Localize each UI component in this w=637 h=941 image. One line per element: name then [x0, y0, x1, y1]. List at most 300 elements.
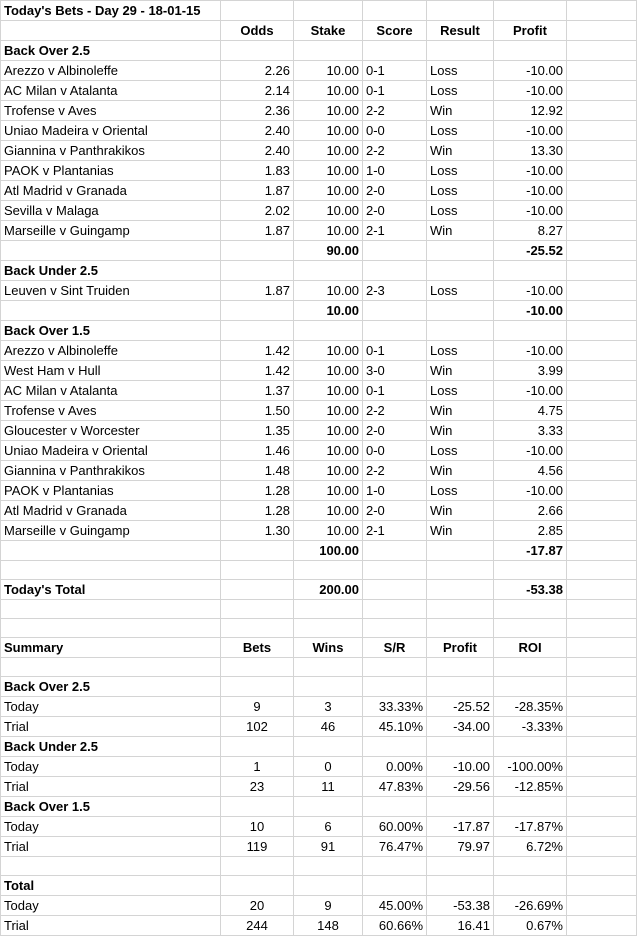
odds-value[interactable]: 2.36 — [221, 101, 294, 121]
result-value[interactable]: Loss — [427, 381, 494, 401]
stake-value[interactable]: 10.00 — [294, 381, 363, 401]
empty-cell[interactable] — [567, 857, 637, 876]
profit-value[interactable]: 3.33 — [494, 421, 567, 441]
empty-cell[interactable] — [567, 281, 637, 301]
total-profit[interactable]: -10.00 — [494, 301, 567, 321]
empty-cell[interactable] — [1, 561, 221, 580]
stake-value[interactable]: 10.00 — [294, 141, 363, 161]
empty-cell[interactable] — [494, 41, 567, 61]
empty-cell[interactable] — [494, 321, 567, 341]
stake-value[interactable]: 10.00 — [294, 181, 363, 201]
stake-value[interactable]: 10.00 — [294, 441, 363, 461]
summary-bets[interactable]: 20 — [221, 896, 294, 916]
empty-cell[interactable] — [567, 638, 637, 658]
summary-header-wins[interactable]: Wins — [294, 638, 363, 658]
summary-profit[interactable]: -53.38 — [427, 896, 494, 916]
empty-cell[interactable] — [567, 757, 637, 777]
result-value[interactable]: Loss — [427, 201, 494, 221]
empty-cell[interactable] — [294, 658, 363, 677]
stake-value[interactable]: 10.00 — [294, 481, 363, 501]
result-value[interactable]: Loss — [427, 181, 494, 201]
summary-profit[interactable]: -29.56 — [427, 777, 494, 797]
summary-period[interactable]: Trial — [1, 777, 221, 797]
empty-cell[interactable] — [363, 658, 427, 677]
summary-period[interactable]: Trial — [1, 916, 221, 936]
empty-cell[interactable] — [221, 261, 294, 281]
header-odds[interactable]: Odds — [221, 21, 294, 41]
empty-cell[interactable] — [567, 421, 637, 441]
total-profit[interactable]: -25.52 — [494, 241, 567, 261]
empty-cell[interactable] — [363, 619, 427, 638]
empty-cell[interactable] — [363, 876, 427, 896]
empty-cell[interactable] — [494, 797, 567, 817]
empty-cell[interactable] — [363, 241, 427, 261]
empty-cell[interactable] — [494, 619, 567, 638]
match-name[interactable]: Uniao Madeira v Oriental — [1, 121, 221, 141]
empty-cell[interactable] — [294, 797, 363, 817]
empty-cell[interactable] — [567, 41, 637, 61]
summary-sr[interactable]: 45.00% — [363, 896, 427, 916]
total-stake[interactable]: 100.00 — [294, 541, 363, 561]
empty-cell[interactable] — [567, 21, 637, 41]
empty-cell[interactable] — [567, 381, 637, 401]
match-name[interactable]: AC Milan v Atalanta — [1, 381, 221, 401]
empty-cell[interactable] — [221, 541, 294, 561]
score-value[interactable]: 2-2 — [363, 141, 427, 161]
empty-cell[interactable] — [427, 261, 494, 281]
empty-cell[interactable] — [427, 600, 494, 619]
stake-value[interactable]: 10.00 — [294, 361, 363, 381]
empty-cell[interactable] — [427, 241, 494, 261]
empty-cell[interactable] — [294, 619, 363, 638]
header-result[interactable]: Result — [427, 21, 494, 41]
summary-bets[interactable]: 23 — [221, 777, 294, 797]
summary-group-heading[interactable]: Back Over 1.5 — [1, 797, 221, 817]
odds-value[interactable]: 1.50 — [221, 401, 294, 421]
stake-value[interactable]: 10.00 — [294, 281, 363, 301]
empty-cell[interactable] — [494, 561, 567, 580]
summary-period[interactable]: Today — [1, 896, 221, 916]
result-value[interactable]: Win — [427, 521, 494, 541]
score-value[interactable]: 0-1 — [363, 341, 427, 361]
profit-value[interactable]: 3.99 — [494, 361, 567, 381]
match-name[interactable]: Trofense v Aves — [1, 401, 221, 421]
summary-group-heading[interactable]: Total — [1, 876, 221, 896]
todays-total-label[interactable]: Today's Total — [1, 580, 221, 600]
result-value[interactable]: Win — [427, 141, 494, 161]
profit-value[interactable]: -10.00 — [494, 441, 567, 461]
empty-cell[interactable] — [294, 677, 363, 697]
score-value[interactable]: 0-1 — [363, 61, 427, 81]
empty-cell[interactable] — [1, 541, 221, 561]
summary-bets[interactable]: 244 — [221, 916, 294, 936]
result-value[interactable]: Loss — [427, 161, 494, 181]
empty-cell[interactable] — [294, 561, 363, 580]
empty-cell[interactable] — [567, 521, 637, 541]
odds-value[interactable]: 1.48 — [221, 461, 294, 481]
empty-cell[interactable] — [427, 876, 494, 896]
summary-period[interactable]: Today — [1, 697, 221, 717]
empty-cell[interactable] — [494, 857, 567, 876]
empty-cell[interactable] — [567, 441, 637, 461]
profit-value[interactable]: -10.00 — [494, 281, 567, 301]
section-heading[interactable]: Back Over 2.5 — [1, 41, 221, 61]
odds-value[interactable]: 1.42 — [221, 341, 294, 361]
summary-profit[interactable]: 16.41 — [427, 916, 494, 936]
empty-cell[interactable] — [294, 737, 363, 757]
summary-bets[interactable]: 102 — [221, 717, 294, 737]
empty-cell[interactable] — [221, 737, 294, 757]
empty-cell[interactable] — [427, 797, 494, 817]
total-stake[interactable]: 90.00 — [294, 241, 363, 261]
empty-cell[interactable] — [427, 737, 494, 757]
profit-value[interactable]: -10.00 — [494, 181, 567, 201]
empty-cell[interactable] — [494, 1, 567, 21]
empty-cell[interactable] — [221, 41, 294, 61]
stake-value[interactable]: 10.00 — [294, 421, 363, 441]
summary-profit[interactable]: 79.97 — [427, 837, 494, 857]
score-value[interactable]: 2-2 — [363, 101, 427, 121]
summary-wins[interactable]: 0 — [294, 757, 363, 777]
profit-value[interactable]: -10.00 — [494, 121, 567, 141]
match-name[interactable]: Marseille v Guingamp — [1, 221, 221, 241]
match-name[interactable]: Giannina v Panthrakikos — [1, 461, 221, 481]
match-name[interactable]: Giannina v Panthrakikos — [1, 141, 221, 161]
profit-value[interactable]: 4.75 — [494, 401, 567, 421]
stake-value[interactable]: 10.00 — [294, 161, 363, 181]
profit-value[interactable]: -10.00 — [494, 201, 567, 221]
result-value[interactable]: Loss — [427, 341, 494, 361]
odds-value[interactable]: 1.30 — [221, 521, 294, 541]
empty-cell[interactable] — [567, 837, 637, 857]
profit-value[interactable]: 8.27 — [494, 221, 567, 241]
empty-cell[interactable] — [1, 241, 221, 261]
empty-cell[interactable] — [221, 797, 294, 817]
stake-value[interactable]: 10.00 — [294, 101, 363, 121]
odds-value[interactable]: 1.87 — [221, 281, 294, 301]
summary-sr[interactable]: 60.66% — [363, 916, 427, 936]
total-profit[interactable]: -17.87 — [494, 541, 567, 561]
empty-cell[interactable] — [363, 321, 427, 341]
summary-bets[interactable]: 9 — [221, 697, 294, 717]
stake-value[interactable]: 10.00 — [294, 61, 363, 81]
empty-cell[interactable] — [363, 301, 427, 321]
odds-value[interactable]: 1.87 — [221, 221, 294, 241]
empty-cell[interactable] — [427, 541, 494, 561]
empty-cell[interactable] — [567, 717, 637, 737]
empty-cell[interactable] — [294, 41, 363, 61]
profit-value[interactable]: -10.00 — [494, 381, 567, 401]
odds-value[interactable]: 2.40 — [221, 141, 294, 161]
score-value[interactable]: 1-0 — [363, 481, 427, 501]
summary-header-sr[interactable]: S/R — [363, 638, 427, 658]
summary-roi[interactable]: -12.85% — [494, 777, 567, 797]
result-value[interactable]: Win — [427, 361, 494, 381]
empty-cell[interactable] — [567, 580, 637, 600]
match-name[interactable]: Atl Madrid v Granada — [1, 181, 221, 201]
empty-cell[interactable] — [567, 501, 637, 521]
empty-cell[interactable] — [567, 221, 637, 241]
stake-value[interactable]: 10.00 — [294, 521, 363, 541]
summary-period[interactable]: Today — [1, 817, 221, 837]
match-name[interactable]: Gloucester v Worcester — [1, 421, 221, 441]
score-value[interactable]: 0-0 — [363, 121, 427, 141]
empty-cell[interactable] — [427, 658, 494, 677]
result-value[interactable]: Win — [427, 421, 494, 441]
result-value[interactable]: Loss — [427, 61, 494, 81]
match-name[interactable]: Arezzo v Albinoleffe — [1, 61, 221, 81]
empty-cell[interactable] — [294, 857, 363, 876]
result-value[interactable]: Win — [427, 101, 494, 121]
profit-value[interactable]: 4.56 — [494, 461, 567, 481]
summary-roi[interactable]: -3.33% — [494, 717, 567, 737]
odds-value[interactable]: 1.46 — [221, 441, 294, 461]
empty-cell[interactable] — [567, 777, 637, 797]
profit-value[interactable]: -10.00 — [494, 341, 567, 361]
summary-roi[interactable]: -17.87% — [494, 817, 567, 837]
empty-cell[interactable] — [363, 1, 427, 21]
result-value[interactable]: Win — [427, 461, 494, 481]
summary-roi[interactable]: -26.69% — [494, 896, 567, 916]
empty-cell[interactable] — [567, 141, 637, 161]
empty-cell[interactable] — [1, 600, 221, 619]
empty-cell[interactable] — [1, 619, 221, 638]
todays-total-profit[interactable]: -53.38 — [494, 580, 567, 600]
empty-cell[interactable] — [567, 261, 637, 281]
empty-cell[interactable] — [427, 561, 494, 580]
odds-value[interactable]: 2.02 — [221, 201, 294, 221]
odds-value[interactable]: 1.28 — [221, 501, 294, 521]
empty-cell[interactable] — [494, 737, 567, 757]
summary-bets[interactable]: 10 — [221, 817, 294, 837]
summary-header-roi[interactable]: ROI — [494, 638, 567, 658]
summary-profit[interactable]: -10.00 — [427, 757, 494, 777]
summary-sr[interactable]: 76.47% — [363, 837, 427, 857]
empty-cell[interactable] — [567, 121, 637, 141]
empty-cell[interactable] — [363, 541, 427, 561]
empty-cell[interactable] — [567, 619, 637, 638]
profit-value[interactable]: -10.00 — [494, 481, 567, 501]
empty-cell[interactable] — [427, 321, 494, 341]
empty-cell[interactable] — [427, 41, 494, 61]
result-value[interactable]: Win — [427, 501, 494, 521]
match-name[interactable]: Uniao Madeira v Oriental — [1, 441, 221, 461]
match-name[interactable]: Marseille v Guingamp — [1, 521, 221, 541]
empty-cell[interactable] — [567, 161, 637, 181]
summary-sr[interactable]: 33.33% — [363, 697, 427, 717]
summary-wins[interactable]: 3 — [294, 697, 363, 717]
empty-cell[interactable] — [221, 1, 294, 21]
header-profit[interactable]: Profit — [494, 21, 567, 41]
empty-cell[interactable] — [363, 797, 427, 817]
section-heading[interactable]: Back Under 2.5 — [1, 261, 221, 281]
empty-cell[interactable] — [567, 561, 637, 580]
section-heading[interactable]: Back Over 1.5 — [1, 321, 221, 341]
score-value[interactable]: 1-0 — [363, 161, 427, 181]
result-value[interactable]: Loss — [427, 121, 494, 141]
header-stake[interactable]: Stake — [294, 21, 363, 41]
todays-total-stake[interactable]: 200.00 — [294, 580, 363, 600]
empty-cell[interactable] — [567, 321, 637, 341]
summary-wins[interactable]: 11 — [294, 777, 363, 797]
score-value[interactable]: 2-1 — [363, 521, 427, 541]
summary-group-heading[interactable]: Back Under 2.5 — [1, 737, 221, 757]
odds-value[interactable]: 1.42 — [221, 361, 294, 381]
empty-cell[interactable] — [494, 658, 567, 677]
match-name[interactable]: West Ham v Hull — [1, 361, 221, 381]
score-value[interactable]: 0-0 — [363, 441, 427, 461]
empty-cell[interactable] — [567, 541, 637, 561]
stake-value[interactable]: 10.00 — [294, 81, 363, 101]
empty-cell[interactable] — [567, 1, 637, 21]
profit-value[interactable]: -10.00 — [494, 61, 567, 81]
match-name[interactable]: Leuven v Sint Truiden — [1, 281, 221, 301]
empty-cell[interactable] — [567, 401, 637, 421]
summary-profit[interactable]: -25.52 — [427, 697, 494, 717]
empty-cell[interactable] — [567, 481, 637, 501]
empty-cell[interactable] — [221, 600, 294, 619]
empty-cell[interactable] — [294, 876, 363, 896]
sheet-title[interactable]: Today's Bets - Day 29 - 18-01-15 — [1, 1, 221, 21]
header-score[interactable]: Score — [363, 21, 427, 41]
score-value[interactable]: 2-0 — [363, 421, 427, 441]
stake-value[interactable]: 10.00 — [294, 461, 363, 481]
empty-cell[interactable] — [567, 181, 637, 201]
empty-cell[interactable] — [567, 916, 637, 936]
empty-cell[interactable] — [567, 697, 637, 717]
empty-cell[interactable] — [363, 857, 427, 876]
empty-cell[interactable] — [427, 857, 494, 876]
stake-value[interactable]: 10.00 — [294, 401, 363, 421]
empty-cell[interactable] — [363, 580, 427, 600]
empty-cell[interactable] — [221, 580, 294, 600]
score-value[interactable]: 0-1 — [363, 81, 427, 101]
empty-cell[interactable] — [567, 876, 637, 896]
profit-value[interactable]: -10.00 — [494, 161, 567, 181]
score-value[interactable]: 2-1 — [363, 221, 427, 241]
match-name[interactable]: AC Milan v Atalanta — [1, 81, 221, 101]
profit-value[interactable]: 12.92 — [494, 101, 567, 121]
empty-cell[interactable] — [567, 737, 637, 757]
summary-sr[interactable]: 0.00% — [363, 757, 427, 777]
match-name[interactable]: PAOK v Plantanias — [1, 481, 221, 501]
empty-cell[interactable] — [427, 301, 494, 321]
match-name[interactable]: Atl Madrid v Granada — [1, 501, 221, 521]
empty-cell[interactable] — [427, 619, 494, 638]
match-name[interactable]: Sevilla v Malaga — [1, 201, 221, 221]
stake-value[interactable]: 10.00 — [294, 121, 363, 141]
empty-cell[interactable] — [567, 341, 637, 361]
empty-cell[interactable] — [567, 600, 637, 619]
summary-roi[interactable]: 6.72% — [494, 837, 567, 857]
summary-wins[interactable]: 9 — [294, 896, 363, 916]
empty-cell[interactable] — [1, 857, 221, 876]
profit-value[interactable]: 2.66 — [494, 501, 567, 521]
empty-cell[interactable] — [221, 561, 294, 580]
summary-roi[interactable]: -100.00% — [494, 757, 567, 777]
score-value[interactable]: 2-0 — [363, 501, 427, 521]
summary-period[interactable]: Today — [1, 757, 221, 777]
summary-wins[interactable]: 148 — [294, 916, 363, 936]
empty-cell[interactable] — [494, 600, 567, 619]
summary-group-heading[interactable]: Back Over 2.5 — [1, 677, 221, 697]
empty-cell[interactable] — [427, 1, 494, 21]
stake-value[interactable]: 10.00 — [294, 501, 363, 521]
empty-cell[interactable] — [294, 261, 363, 281]
score-value[interactable]: 3-0 — [363, 361, 427, 381]
empty-cell[interactable] — [567, 677, 637, 697]
empty-cell[interactable] — [221, 658, 294, 677]
summary-roi[interactable]: 0.67% — [494, 916, 567, 936]
summary-period[interactable]: Trial — [1, 717, 221, 737]
stake-value[interactable]: 10.00 — [294, 221, 363, 241]
empty-cell[interactable] — [427, 580, 494, 600]
summary-profit[interactable]: -17.87 — [427, 817, 494, 837]
summary-wins[interactable]: 6 — [294, 817, 363, 837]
odds-value[interactable]: 2.40 — [221, 121, 294, 141]
empty-cell[interactable] — [567, 896, 637, 916]
empty-cell[interactable] — [221, 321, 294, 341]
result-value[interactable]: Loss — [427, 81, 494, 101]
result-value[interactable]: Win — [427, 401, 494, 421]
empty-cell[interactable] — [363, 737, 427, 757]
empty-cell[interactable] — [567, 461, 637, 481]
empty-cell[interactable] — [567, 241, 637, 261]
summary-label[interactable]: Summary — [1, 638, 221, 658]
match-name[interactable]: PAOK v Plantanias — [1, 161, 221, 181]
score-value[interactable]: 2-0 — [363, 201, 427, 221]
empty-cell[interactable] — [567, 61, 637, 81]
empty-cell[interactable] — [294, 321, 363, 341]
result-value[interactable]: Loss — [427, 481, 494, 501]
empty-cell[interactable] — [363, 677, 427, 697]
empty-cell[interactable] — [567, 201, 637, 221]
profit-value[interactable]: 2.85 — [494, 521, 567, 541]
empty-cell[interactable] — [221, 619, 294, 638]
odds-value[interactable]: 2.14 — [221, 81, 294, 101]
empty-cell[interactable] — [221, 301, 294, 321]
summary-header-bets[interactable]: Bets — [221, 638, 294, 658]
empty-cell[interactable] — [567, 81, 637, 101]
score-value[interactable]: 2-2 — [363, 461, 427, 481]
summary-period[interactable]: Trial — [1, 837, 221, 857]
summary-sr[interactable]: 60.00% — [363, 817, 427, 837]
summary-roi[interactable]: -28.35% — [494, 697, 567, 717]
result-value[interactable]: Loss — [427, 441, 494, 461]
match-name[interactable]: Arezzo v Albinoleffe — [1, 341, 221, 361]
empty-cell[interactable] — [221, 857, 294, 876]
empty-cell[interactable] — [427, 677, 494, 697]
result-value[interactable]: Win — [427, 221, 494, 241]
empty-cell[interactable] — [294, 600, 363, 619]
summary-wins[interactable]: 46 — [294, 717, 363, 737]
summary-sr[interactable]: 47.83% — [363, 777, 427, 797]
summary-bets[interactable]: 1 — [221, 757, 294, 777]
match-name[interactable]: Trofense v Aves — [1, 101, 221, 121]
empty-cell[interactable] — [567, 361, 637, 381]
empty-cell[interactable] — [567, 797, 637, 817]
odds-value[interactable]: 1.37 — [221, 381, 294, 401]
empty-cell[interactable] — [221, 677, 294, 697]
profit-value[interactable]: 13.30 — [494, 141, 567, 161]
empty-cell[interactable] — [567, 101, 637, 121]
empty-cell[interactable] — [221, 241, 294, 261]
empty-cell[interactable] — [363, 41, 427, 61]
score-value[interactable]: 2-0 — [363, 181, 427, 201]
empty-cell[interactable] — [363, 600, 427, 619]
odds-value[interactable]: 1.83 — [221, 161, 294, 181]
empty-cell[interactable] — [363, 561, 427, 580]
